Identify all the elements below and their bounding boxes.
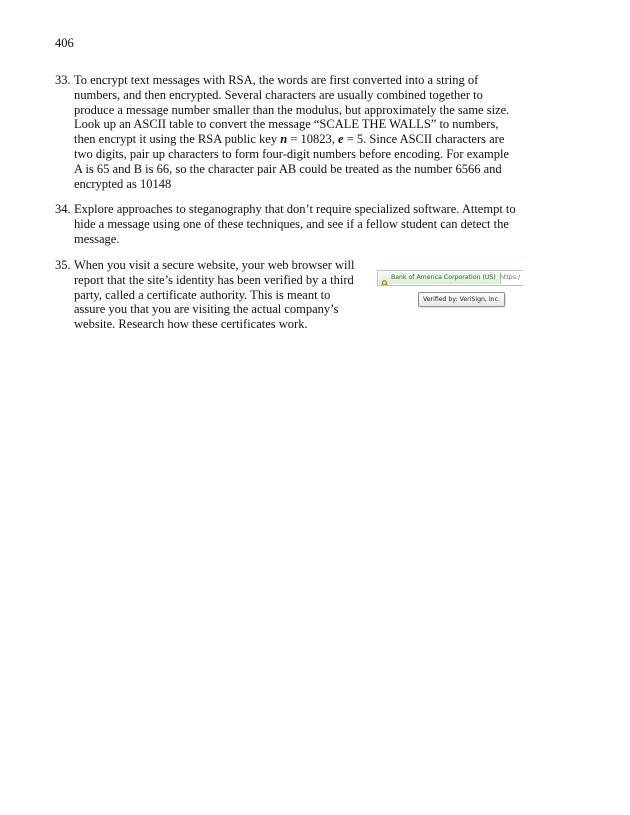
problem-35 (55, 258, 355, 332)
variable-n: n (280, 132, 288, 147)
problem-text (55, 73, 515, 191)
problem-text: When you visit a secure website, your web browser will report that the site’s identity has been verified by a third party, called a certificate authority. This is meant to assure you that you are visiting the actual company’s website. Research how these certificates work. (74, 258, 355, 332)
lock-icon (381, 274, 388, 283)
problem-number: 35. (55, 258, 71, 272)
page-number: 406 (55, 36, 74, 50)
problem-33 (55, 73, 515, 191)
problem-number: 34. (55, 202, 71, 216)
certificate-screenshot (377, 270, 523, 308)
url-text: https:/ (500, 274, 521, 281)
problem-text: Explore approaches to steganography that don’t require specialized software. Attempt to hide a message using one of these techniques, and see if a fellow student can detect the message. (74, 202, 516, 246)
identity-label: Bank of America Corporation (US) (391, 274, 496, 281)
site-identity-button[interactable] (379, 272, 501, 284)
browser-address-bar[interactable] (377, 270, 523, 286)
problem-text-part: = 5. Since ASCII characters are two digits, pair up characters to form four-digit numbers before encoding. For example A is 65 and B is 66, so the character pair AB could be treated as the number 6566 and encrypted as 10148 (74, 132, 510, 191)
problem-34 (55, 202, 517, 246)
problem-text-part: To encrypt text messages with RSA, the words are first converted into a string of numbers, and then encrypted. Several characters are usually combined together to produce a message number smaller than the modulus, but approximately the same size. Look up an ASCII table to convert the message “SCALE THE WALLS” to numbers, then encrypt it using the RSA public key (74, 73, 510, 147)
problem-number: 33. (55, 73, 71, 87)
variable-e: e (338, 132, 344, 147)
verified-tooltip: Verified by: VeriSign, Inc. (418, 292, 505, 307)
problem-text-part: = 10823, (287, 132, 338, 147)
